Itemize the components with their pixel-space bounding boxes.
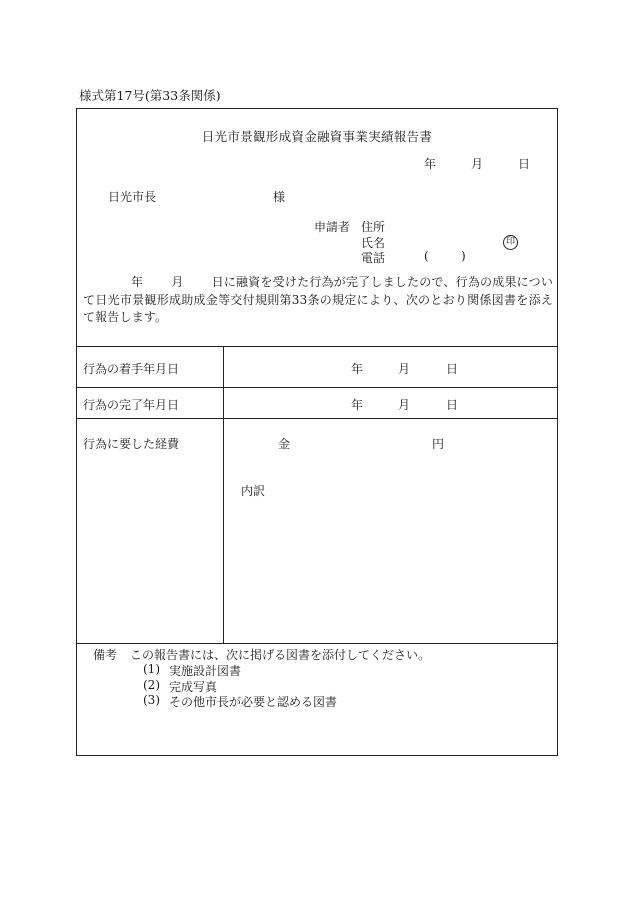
- divider: [77, 418, 557, 419]
- start-date-year: 年: [351, 362, 364, 376]
- body-year: 年: [131, 275, 144, 289]
- cost-currency: 円: [432, 437, 445, 451]
- addressee-honorific: 様: [273, 190, 286, 204]
- seal-mark: [503, 233, 518, 250]
- cost-label: 行為に要した経費: [83, 437, 180, 451]
- remarks-label: 備考: [93, 648, 118, 662]
- applicant-address-label: 住所: [361, 220, 386, 234]
- divider: [77, 346, 557, 347]
- body-text: 日に融資を受けた行為が完了しましたので、行為の成果について日光市景観形成助成金等交付規則第33条の規定により、次のとおり関係図書を添えて報告します。: [83, 275, 553, 324]
- body-month: 月: [171, 275, 184, 289]
- report-form: [76, 108, 558, 756]
- applicant-label: 申請者: [314, 220, 351, 234]
- divider: [77, 387, 557, 388]
- start-date-month: 月: [398, 362, 411, 376]
- applicant-name-label: 氏名: [361, 236, 386, 250]
- start-date-label: 行為の着手年月日: [83, 362, 180, 376]
- report-date-day: 日: [518, 157, 531, 171]
- form-title: 日光市景観形成資金融資事業実績報告書: [201, 129, 433, 144]
- phone-paren-open: (: [424, 249, 429, 263]
- report-date-year: 年: [424, 157, 437, 171]
- end-date-day: 日: [446, 398, 459, 412]
- column-divider: [223, 346, 224, 643]
- report-date-month: 月: [471, 157, 484, 171]
- remarks-item-num: (1): [143, 662, 160, 676]
- remarks-item-text: 実施設計図書: [169, 664, 242, 678]
- divider: [77, 643, 557, 644]
- end-date-year: 年: [351, 398, 364, 412]
- applicant-phone-label: 電話: [361, 251, 386, 265]
- cost-breakdown-label: 内訳: [241, 484, 266, 498]
- end-date-month: 月: [398, 398, 411, 412]
- remarks-item-num: (3): [143, 693, 160, 707]
- addressee-name: 日光市長: [108, 190, 157, 204]
- phone-paren-close: ): [461, 249, 466, 263]
- cost-amount-prefix: 金: [278, 437, 291, 451]
- report-body: [83, 274, 553, 327]
- remarks-item-text: 完成写真: [169, 680, 218, 694]
- remarks-item-num: (2): [143, 678, 160, 692]
- remarks-intro: この報告書には、次に掲げる図書を添付してください。: [130, 648, 431, 662]
- remarks-item-text: その他市長が必要と認める図書: [169, 695, 338, 709]
- start-date-day: 日: [446, 362, 459, 376]
- seal-icon: 印: [503, 235, 518, 250]
- end-date-label: 行為の完了年月日: [83, 398, 180, 412]
- form-number: 様式第17号(第33条関係): [79, 88, 221, 103]
